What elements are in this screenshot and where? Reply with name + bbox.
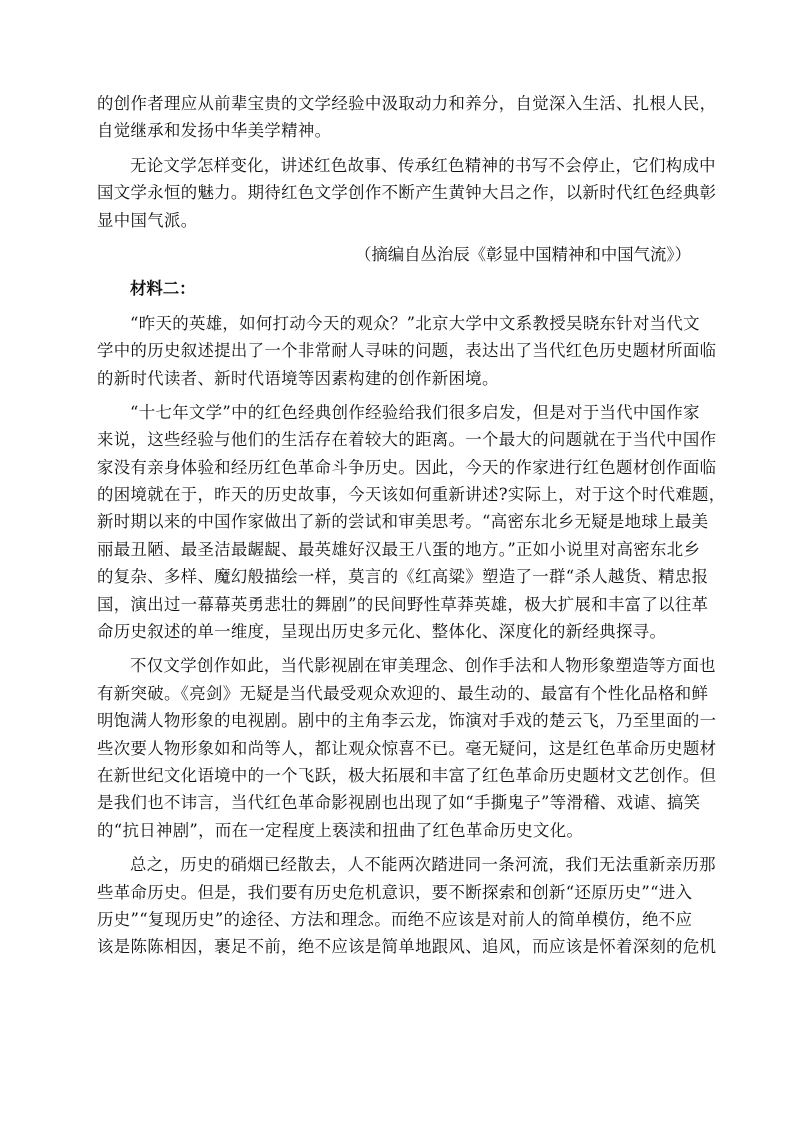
text-line: 历史”“复现历史”的途径、方法和理念。而绝不应该是对前人的简单模仿，绝不应 — [97, 909, 693, 929]
text-line: 显中国气派。 — [97, 210, 198, 230]
text-line: 国文学永恒的魅力。期待红色文学创作不断产生黄钟大吕之作，以新时代红色经典彰 — [97, 183, 717, 203]
text-line: 命历史叙述的单一维度，呈现出历史多元化、整体化、深度化的新经典探寻。 — [97, 622, 667, 642]
text-line: 该是陈陈相因，裹足不前，绝不应该是简单地跟风、追风，而应该是怀着深刻的危机 — [97, 937, 717, 957]
paragraph-4 — [97, 851, 717, 961]
text-line: 不仅文学创作如此，当代影视剧在审美理念、创作手法和人物形象塑造等方面也 — [130, 656, 716, 676]
paragraph-2 — [97, 399, 726, 646]
text-line: 的新时代读者、新时代语境等因素构建的创作新困境。 — [97, 368, 499, 388]
paragraph-conclusion — [97, 152, 717, 234]
text-line: 明饱满人物形象的电视剧。剧中的主角李云龙，饰演对手戏的楚云飞，乃至里面的一 — [97, 711, 717, 731]
text-line: 家没有亲身体验和经历红色革命斗争历史。因此，今天的作家进行红色题材创作面临 — [97, 457, 717, 477]
text-line: 些革命历史。但是，我们要有历史危机意识，要不断探索和创新“还原历史”“进入 — [97, 882, 693, 902]
text-line: 的复杂、多样、魔幻般描绘一样，莫言的《红高粱》塑造了一群“杀人越货、精忠报 — [97, 567, 709, 587]
text-line: 总之，历史的硝烟已经散去，人不能两次踏进同一条河流，我们无法重新亲历那 — [130, 855, 716, 875]
source-citation: （摘编自丛治辰《彰显中国精神和中国气流》） — [354, 244, 691, 264]
text-line: 的困境就在于，昨天的历史故事，今天该如何重新讲述?实际上，对于这个时代难题， — [97, 485, 726, 505]
paragraph-1 — [97, 310, 717, 392]
text-line: 些次要人物形象如和尚等人，都让观众惊喜不已。毫无疑问，这是红色革命历史题材 — [97, 738, 717, 758]
text-line: 学中的历史叙述提出了一个非常耐人寻味的问题，表达出了当代红色历史题材所面临 — [97, 341, 717, 361]
text-line: 丽最丑陋、最圣洁最龌龊、最英雄好汉最王八蛋的地方。”正如小说里对高密东北乡 — [97, 539, 701, 559]
text-line: 有新突破。《亮剑》无疑是当代最受观众欢迎的、最生动的、最富有个性化品格和鲜 — [97, 683, 709, 703]
text-line: “十七年文学”中的红色经典创作经验给我们很多启发，但是对于当代中国作家 — [130, 402, 700, 422]
text-line: 的创作者理应从前辈宝贵的文学经验中汲取动力和养分，自觉深入生活、扎根人民， — [97, 94, 717, 113]
text-line: 在新世纪文化语境中的一个飞跃，极大拓展和丰富了红色革命历史题材文艺创作。但 — [97, 765, 717, 785]
text-line: 新时期以来的中国作家做出了新的尝试和审美思考。“高密东北乡无疑是地球上最美 — [97, 512, 709, 532]
paragraph-continued — [97, 90, 717, 145]
paragraph-3 — [97, 652, 717, 844]
document-page — [97, 90, 726, 961]
text-line: 来说，这些经验与他们的生活存在着较大的距离。一个最大的问题就在于当代中国作 — [97, 430, 717, 450]
text-line: 国，演出过一幕幕英勇悲壮的舞剧”的民间野性草莽英雄，极大扩展和丰富了以往革 — [97, 594, 709, 614]
text-line: 无论文学怎样变化，讲述红色故事、传承红色精神的书写不会停止，它们构成中 — [130, 155, 716, 175]
text-line: 自觉继承和发扬中华美学精神。 — [97, 121, 332, 141]
text-line: 是我们也不讳言，当代红色革命影视剧也出现了如“手撕鬼子”等滑稽、戏谑、搞笑 — [97, 793, 701, 813]
text-line: “昨天的英雄，如何打动今天的观众？”北京大学中文系教授吴晓东针对当代文 — [130, 313, 700, 333]
material-heading: 材料二： — [130, 279, 196, 299]
text-line: 的“抗日神剧”，而在一定程度上亵渎和扭曲了红色革命历史文化。 — [97, 820, 584, 840]
